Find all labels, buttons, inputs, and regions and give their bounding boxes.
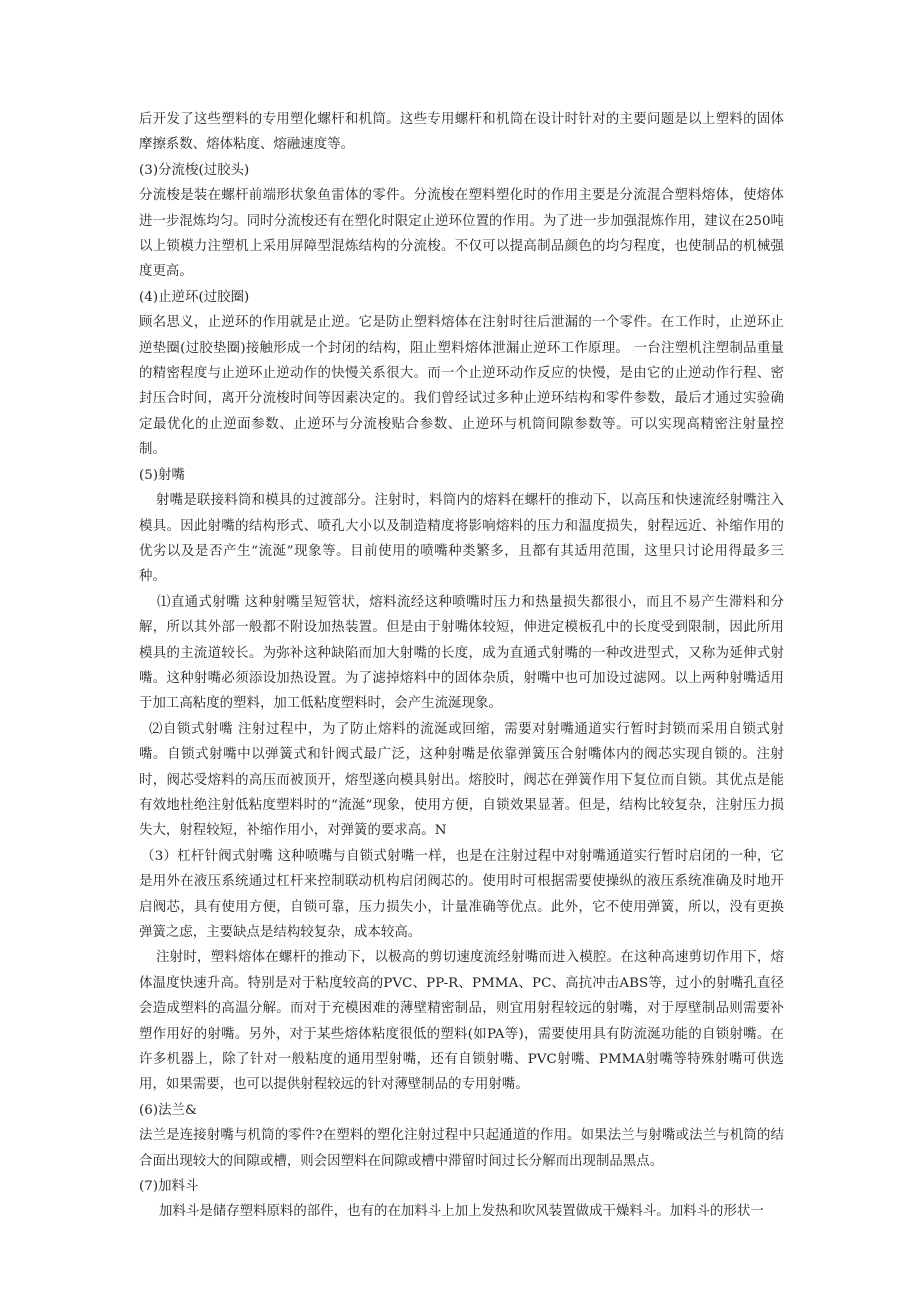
paragraph-5-2: ⑵自锁式射嘴 注射过程中，为了防止熔料的流涎或回缩，需要对射嘴通道实行暂时封锁而采用自锁式射嘴。自锁式射嘴中以弹簧式和针阀式最广泛，这种射嘴是依靠弹簧压合射嘴体内的阀芯实现自锁的。注射时，阀芯受熔料的高压而被顶开，熔型遂向模具射出。熔胶时，阀芯在弹簧作用下复位而自锁。其优点是能有效地杜绝注射低粘度塑料时的“流涎”现象，使用方便，自锁效果显著。但是，结构比较复杂，注射压力损失大，射程较短，补缩作用小，对弹簧的要求高。N [139, 721, 784, 839]
section-heading-6: (6)法兰& [139, 1102, 197, 1118]
paragraph-7: 加料斗是储存塑料原料的部件，也有的在加料斗上加上发热和吹风装置做成干燥料斗。加料斗的形状一 [159, 1204, 764, 1220]
paragraph-3: 分流梭是装在螺杆前端形状象鱼雷体的零件。分流梭在塑料塑化时的作用主要是分流混合塑料熔体，使熔体进一步混炼均匀。同时分流梭还有在塑化时限定止逆环位置的作用。为了进一步加强混炼作用，建议在250吨以上锁模力注塑机上采用屏障型混炼结构的分流梭。不仅可以提高制品颜色的均匀程度，也使制品的机械强度更高。 [139, 188, 784, 280]
section-heading-5: (5)射嘴 [139, 467, 185, 483]
paragraph-5-1: ⑴直通式射嘴 这种射嘴呈短管状，熔料流经这种喷嘴时压力和热量损失都很小，而且不易产生滞料和分解，所以其外部一般都不附设加热装置。但是由于射嘴体较短，伸进定模板孔中的长度受到限制，因此所用模具的主流道较长。为弥补这种缺陷而加大射嘴的长度，成为直通式射嘴的一种改进型式，又称为延伸式射嘴。这种射嘴必须添设加热设置。为了滤掉熔料中的固体杂质，射嘴中也可加设过滤网。以上两种射嘴适用于加工高粘度的塑料，加工低粘度塑料时，会产生流涎现象。 [139, 594, 784, 712]
document-page [139, 107, 784, 1225]
paragraph-5: 射嘴是联接料筒和模具的过渡部分。注射时，料筒内的熔料在螺杆的推动下，以高压和快速流经射嘴注入模具。因此射嘴的结构形式、喷孔大小以及制造精度将影响熔料的压力和温度损失，射程远近、补缩作用的优劣以及是否产生“流涎”现象等。目前使用的喷嘴种类繁多，且都有其适用范围，这里只讨论用得最多三种。 [139, 493, 784, 585]
section-heading-7: (7)加料斗 [139, 1179, 199, 1195]
paragraph-4: 顾名思义，止逆环的作用就是止逆。它是防止塑料熔体在注射时往后泄漏的一个零件。在工作时，止逆环止逆垫圈(过胶垫圈)接触形成一个封闭的结构，阻止塑料熔体泄漏止逆环工作原理。 一台注塑机注塑制品重量的精密程度与止逆环止逆动作的快慢关系很大。而一个止逆环动作反应的快慢，是由它的止逆动作行程、密封压合时间，离开分流梭时间等因素决定的。我们曾经试过多种止逆环结构和零件参数，最后才通过实验确定最优化的止逆面参数、止逆环与分流梭贴合参数、止逆环与机筒间隙参数等。可以实现高精密注射量控制。 [139, 315, 784, 458]
paragraph-5-4: 注射时，塑料熔体在螺杆的推动下，以极高的剪切速度流经射嘴而进入模腔。在这种高速剪切作用下，熔体温度快速升高。特别是对于粘度较高的PVC、PP-R、PMMA、PC、高抗冲击ABS等，过小的射嘴孔直径会造成塑料的高温分解。而对于充模困难的薄壁精密制品，则宜用射程较远的射嘴，对于厚壁制品则需要补塑作用好的射嘴。另外，对于某些熔体粘度很低的塑料(如PA等)，需要使用具有防流涎功能的自锁射嘴。在许多机器上，除了针对一般粘度的通用型射嘴，还有自锁射嘴、PVC射嘴、PMMA射嘴等特殊射嘴可供选用，如果需要，也可以提供射程较远的针对薄壁制品的专用射嘴。 [139, 950, 784, 1093]
section-heading-4: (4)止逆环(过胶圈) [139, 289, 250, 305]
paragraph-6: 法兰是连接射嘴与机筒的零件?在塑料的塑化注射过程中只起通道的作用。如果法兰与射嘴或法兰与机筒的结合面出现较大的间隙或槽，则会因塑料在间隙或槽中滞留时间过长分解而出现制品黑点。 [139, 1128, 784, 1169]
section-heading-3: (3)分流梭(过胶头) [139, 162, 250, 178]
paragraph-5-3: （3）杠杆针阀式射嘴 这种喷嘴与自锁式射嘴一样，也是在注射过程中对射嘴通道实行暂时启闭的一种，它是用外在液压系统通过杠杆来控制联动机构启闭阀芯的。使用时可根据需要使操纵的液压系统准确及时地开启阀芯，具有使用方便，自锁可靠，压力损失小，计量准确等优点。此外，它不使用弹簧，所以，没有更换弹簧之虑，主要缺点是结构较复杂，成本较高。 [139, 848, 784, 940]
paragraph-intro: 后开发了这些塑料的专用塑化螺杆和机筒。这些专用螺杆和机筒在设计时针对的主要问题是以上塑料的固体摩擦系数、熔体粘度、熔融速度等。 [139, 112, 784, 153]
